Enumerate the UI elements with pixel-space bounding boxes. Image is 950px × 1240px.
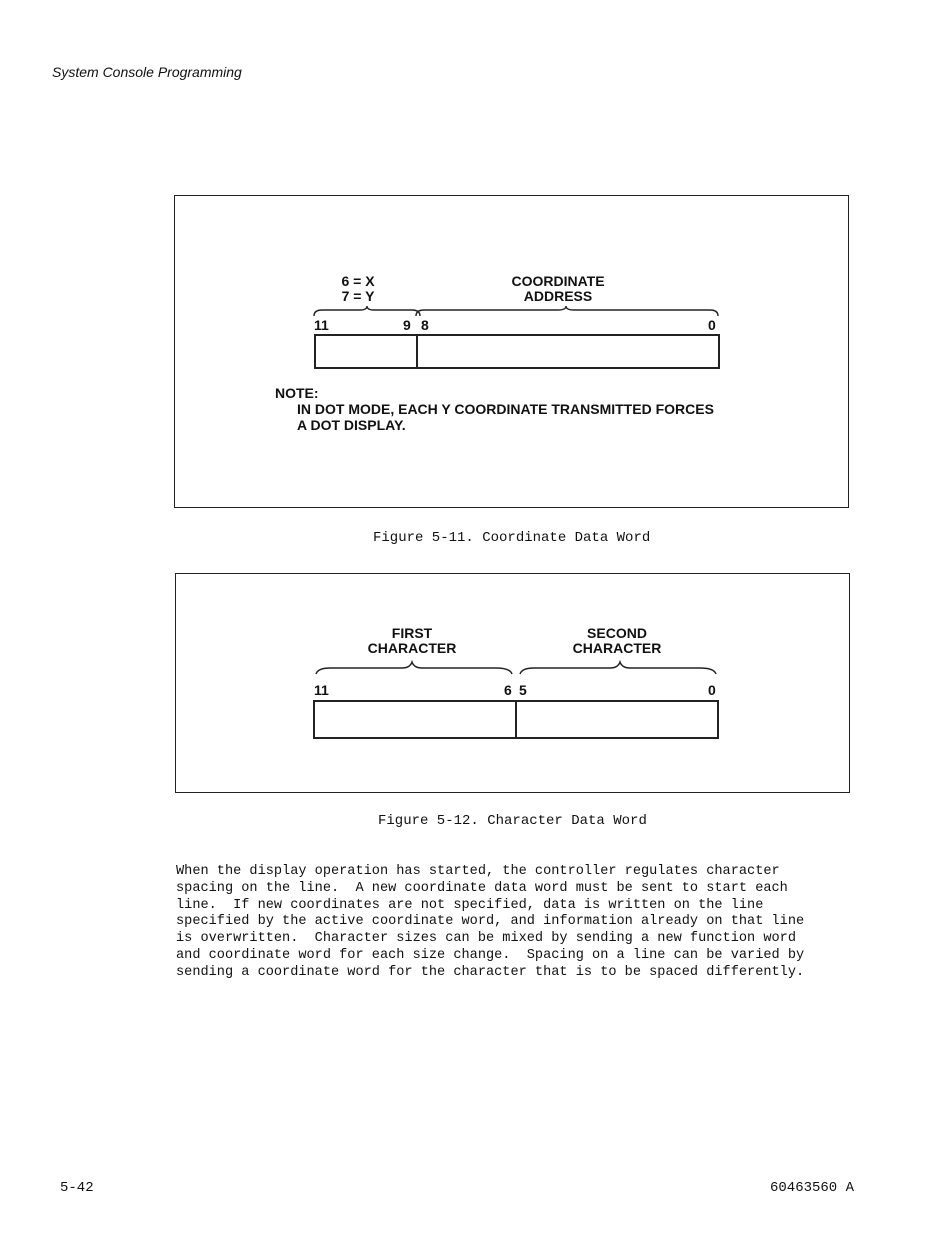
coordinate-address-brace	[414, 306, 720, 318]
coordinate-address-field	[416, 336, 718, 367]
bit-5-label: 5	[519, 682, 527, 698]
body-paragraph: When the display operation has started, the controller regulates character spacing on the line. A new coordinate data word must be sent to start each line. If new coordinates are not specified, data is written on the line specified by the active coordinate word, and information already on that line is overwritten. Character sizes can be mixed by sending a new function word and coordinate word for each size change. Spacing on a line can be varied by sending a coordinate word for the character that is to be spaced differently.	[176, 864, 805, 980]
axis-select-label-line2: 7 = Y	[341, 288, 375, 304]
bit-11-label: 11	[314, 317, 329, 333]
second-character-label-line2: CHARACTER	[572, 640, 662, 656]
figure-5-12-caption: Figure 5-12. Character Data Word	[378, 813, 647, 829]
character-word-register	[313, 700, 719, 739]
bit-11-label: 11	[314, 682, 329, 698]
page-number: 5-42	[60, 1180, 94, 1196]
note-line-2: A DOT DISPLAY.	[297, 417, 406, 433]
bit-0-label: 0	[708, 317, 716, 333]
coordinate-address-label-line2: ADDRESS	[523, 288, 593, 304]
axis-select-label-line1: 6 = X	[341, 273, 375, 289]
second-character-label-line1: SECOND	[587, 625, 647, 641]
bit-0-label: 0	[708, 682, 716, 698]
first-character-field	[315, 702, 515, 737]
document-number: 60463560 A	[770, 1180, 855, 1196]
figure-5-12-frame	[175, 573, 850, 793]
coordinate-address-label-line1: COORDINATE	[511, 273, 605, 289]
first-character-label-line2: CHARACTER	[367, 640, 457, 656]
bit-6-label: 6	[504, 682, 512, 698]
figure-5-11-caption: Figure 5-11. Coordinate Data Word	[373, 530, 651, 546]
second-character-brace	[518, 660, 718, 676]
coordinate-word-register	[314, 334, 720, 369]
running-title: System Console Programming	[52, 64, 242, 80]
first-character-brace	[314, 660, 514, 676]
second-character-field	[515, 702, 717, 737]
bit-9-label: 9	[403, 317, 411, 333]
note-line-1: IN DOT MODE, EACH Y COORDINATE TRANSMITTED FORCES	[297, 401, 714, 417]
first-character-label-line1: FIRST	[391, 625, 433, 641]
note-heading: NOTE:	[275, 385, 319, 401]
bit-8-label: 8	[421, 317, 429, 333]
axis-select-field	[316, 336, 416, 367]
